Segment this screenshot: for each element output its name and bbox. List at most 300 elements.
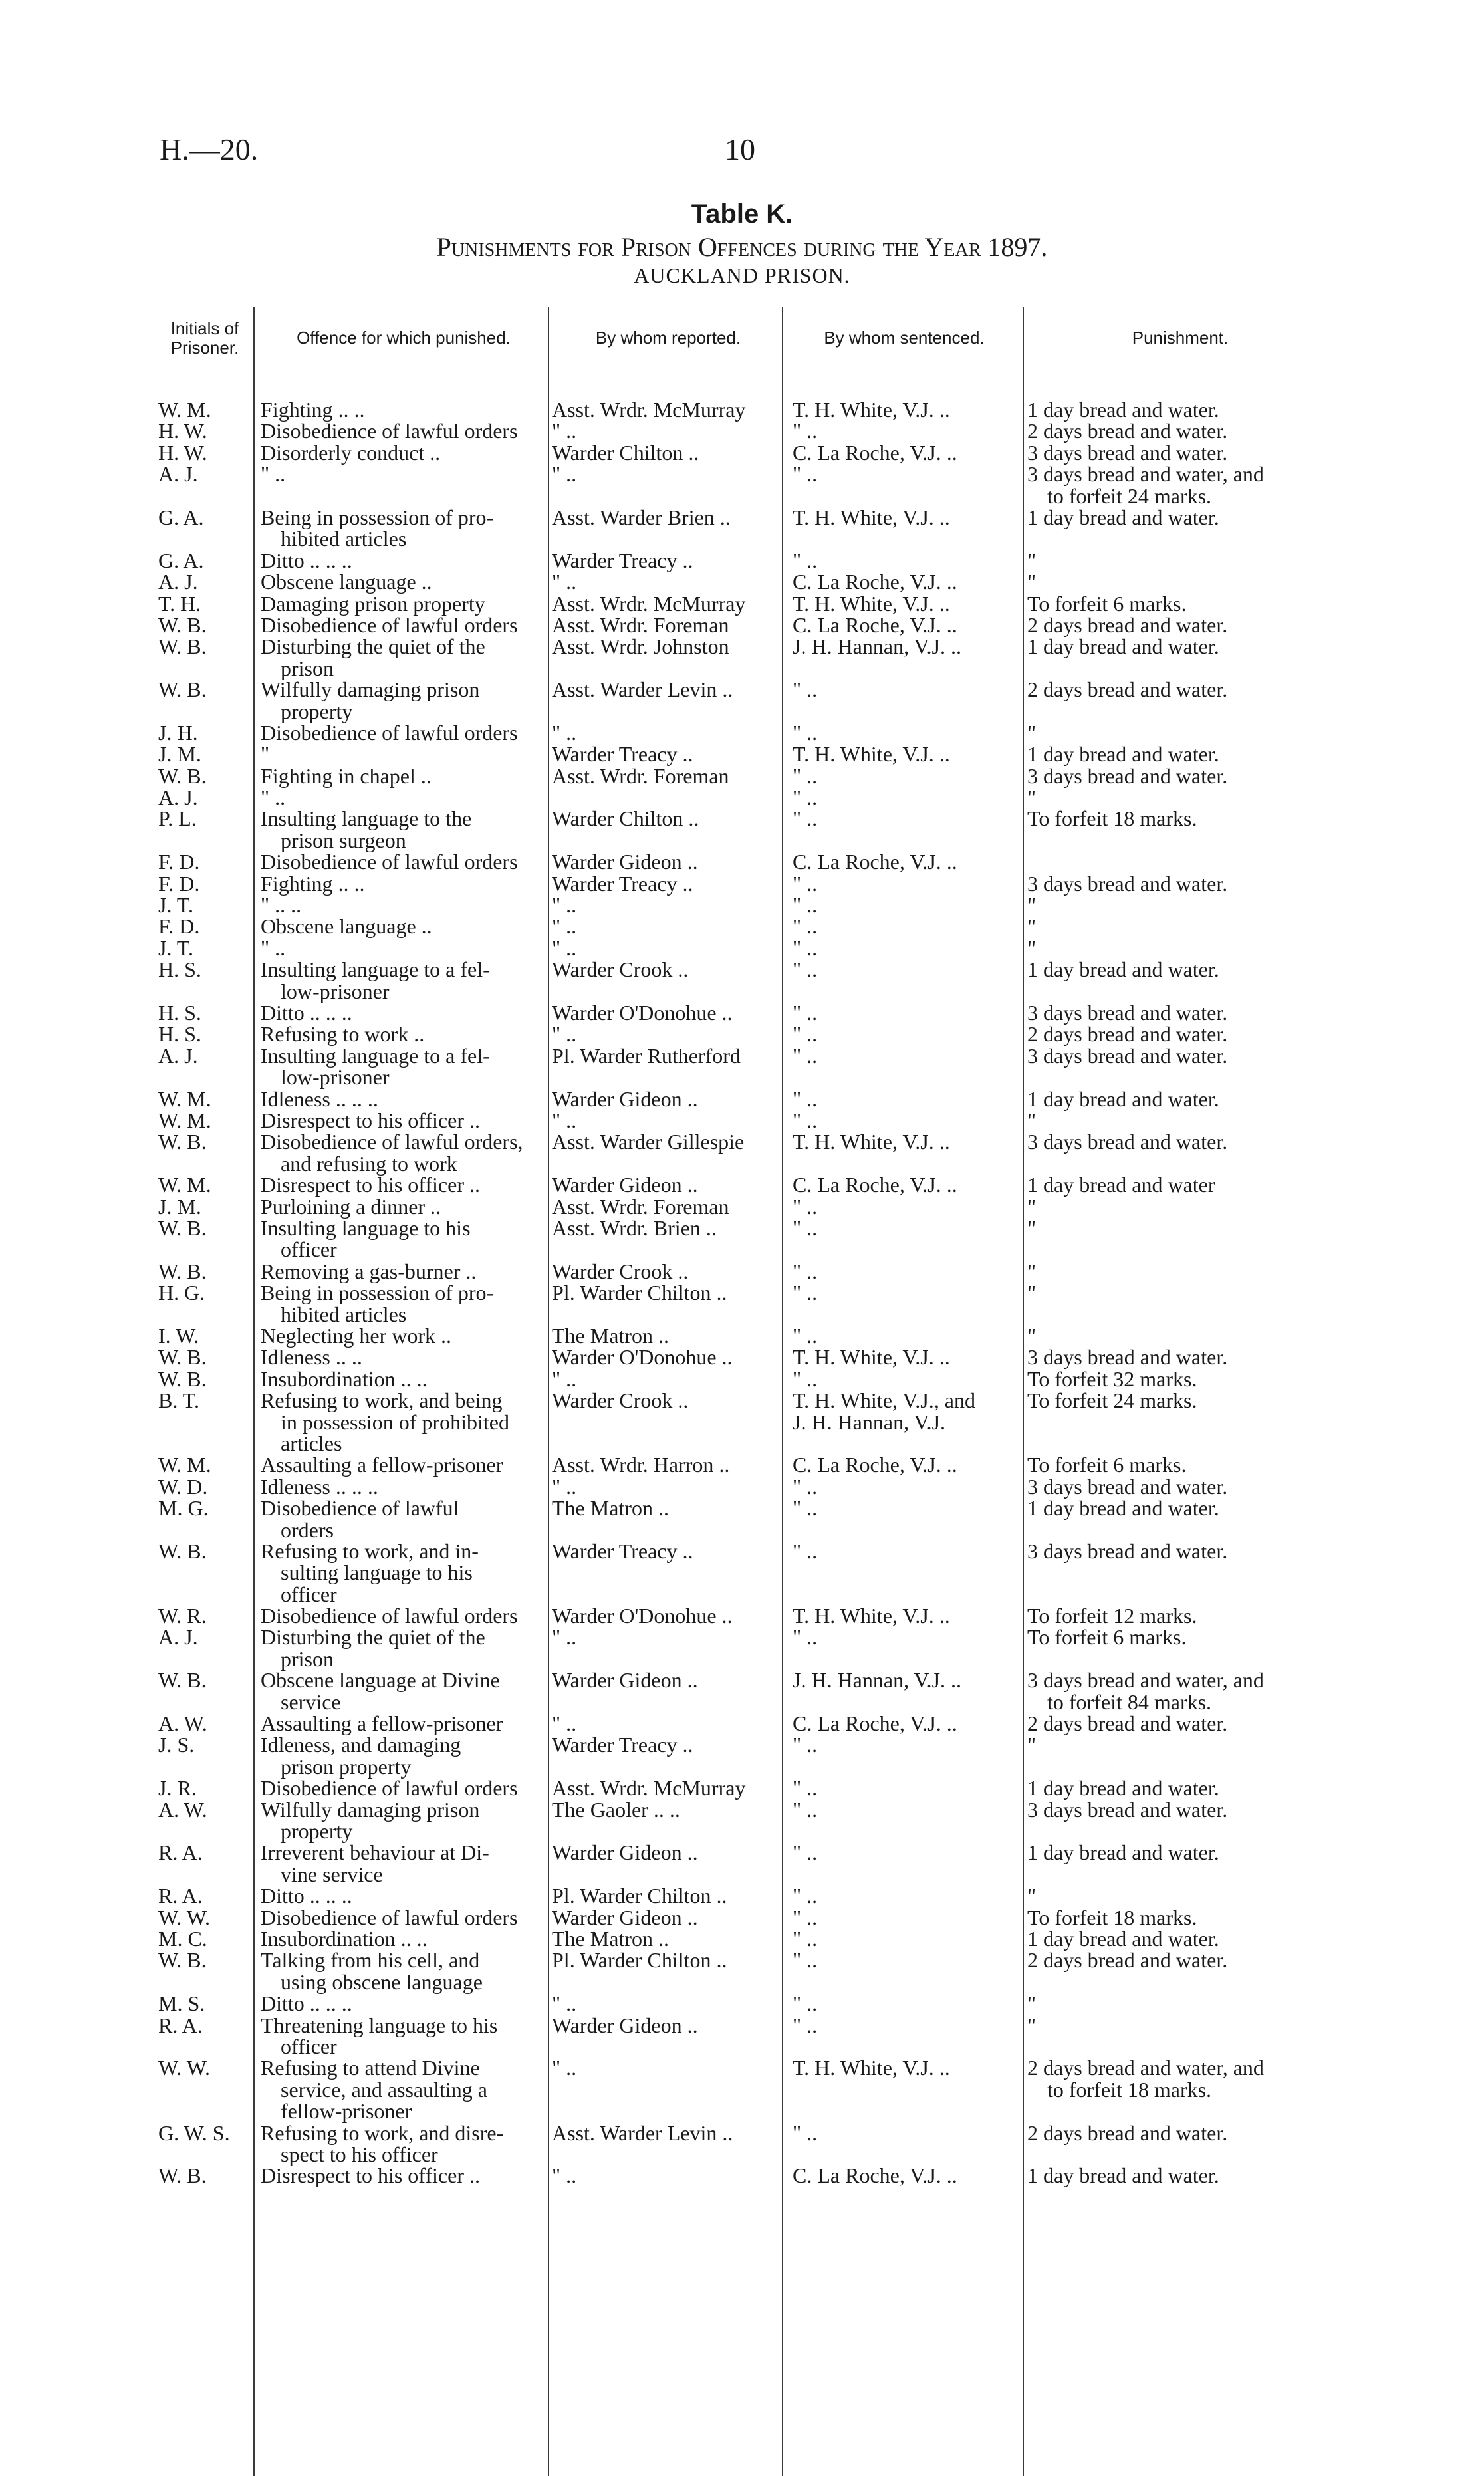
reported-by: Warder Crook .. [552, 1259, 689, 1283]
reported-by: " .. [552, 462, 577, 487]
punishment-cell [1027, 2015, 1333, 2036]
sentenced-by: " .. [793, 1927, 818, 1951]
prisoner-initials: F. D. [158, 871, 200, 896]
offence-cell [261, 1842, 545, 1885]
prisoner-initials: W. M. [158, 1108, 211, 1132]
offence-cell [261, 1261, 545, 1282]
table-row [0, 1045, 1484, 1088]
prisoner-initials: M. S. [158, 1991, 205, 2016]
punishment-cell [1027, 636, 1333, 657]
sentenced-by: " .. [793, 1884, 818, 1908]
sentenced-by: T. H. White, V.J., and J. H. Hannan, V.J. [793, 1388, 975, 1434]
table-row [0, 507, 1484, 550]
offence-text: Insulting language to the [261, 806, 472, 831]
table-subtitle: Punishments for Prison Offences during the Year 1897. [436, 232, 1048, 262]
punishment-text: 1 day bread and water. [1027, 398, 1219, 422]
offence-cell [261, 1325, 545, 1346]
offence-text: Being in possession of pro- [261, 1281, 494, 1305]
reported-by: Pl. Warder Rutherford [552, 1043, 741, 1068]
punishment-cell [1027, 1045, 1333, 1066]
prisoner-initials: W. B. [158, 763, 207, 788]
punishment-text: To forfeit 24 marks. [1027, 1388, 1197, 1413]
table-row [0, 550, 1484, 571]
table-row [0, 937, 1484, 959]
offence-text: " .. .. [261, 893, 302, 918]
punishment-cell [1027, 1196, 1333, 1217]
reported-by: " .. [552, 914, 577, 939]
offence-cell [261, 937, 545, 959]
reported-by: " .. [552, 893, 577, 918]
punishment-cell [1027, 1023, 1333, 1045]
punishment-text: " [1027, 548, 1037, 572]
offence-cell [261, 1476, 545, 1497]
offence-cell [261, 1799, 545, 1842]
offence-text: Fighting .. .. [261, 871, 365, 896]
punishment-text: " [1027, 720, 1037, 745]
offence-cell [261, 1949, 545, 1993]
column-header-initials: Initials of Prisoner. [170, 318, 239, 358]
offence-cell [261, 420, 545, 441]
sentenced-by: J. H. Hannan, V.J. .. [793, 634, 961, 659]
offence-text: Disrespect to his officer .. [261, 1108, 480, 1132]
reported-by: Asst. Warder Gillespie [552, 1130, 745, 1154]
punishment-text: " [1027, 1884, 1037, 1908]
document-code: H.—20. [160, 132, 259, 166]
offence-text: Disturbing the quiet of the [261, 1625, 485, 1650]
punishment-text: " [1027, 1215, 1037, 1240]
offence-text: Assaulting a fellow-prisoner [261, 1453, 503, 1477]
offence-cell [261, 722, 545, 743]
prisoner-initials: J. T. [158, 893, 194, 918]
punishment-text: 3 days bread and water. [1027, 763, 1228, 788]
prisoner-initials: H. W. [158, 440, 207, 465]
table-row [0, 1368, 1484, 1390]
column-header-punishment: Punishment. [1132, 328, 1229, 348]
punishment-cell [1027, 1885, 1333, 1906]
punishment-text: 1 day bread and water. [1027, 1927, 1219, 1951]
prisoner-initials: W. M. [158, 1086, 211, 1111]
sentenced-by: T. H. White, V.J. .. [793, 591, 950, 616]
punishment-text: 1 day bread and water. [1027, 1086, 1219, 1111]
reported-by: Warder Gideon .. [552, 1668, 698, 1693]
reported-by: " .. [552, 1022, 577, 1047]
offence-cell [261, 1928, 545, 1949]
punishment-cell [1027, 1368, 1333, 1390]
sentenced-by: C. La Roche, V.J. .. [793, 440, 957, 465]
punishment-cell [1027, 1390, 1333, 1411]
offence-text: " .. [261, 785, 286, 810]
sentenced-by: " .. [793, 1625, 818, 1650]
punishment-cell [1027, 1949, 1333, 1971]
punishment-cell [1027, 1002, 1333, 1023]
offence-text: Being in possession of pro- [261, 505, 494, 529]
punishment-cell [1027, 399, 1333, 420]
punishment-text: 1 day bread and water. [1027, 505, 1219, 529]
offence-cell [261, 1734, 545, 1777]
punishment-cell [1027, 1217, 1333, 1239]
sentenced-by: C. La Roche, V.J. .. [793, 850, 957, 874]
punishment-text: 1 day bread and water. [1027, 2164, 1219, 2188]
sentenced-by: T. H. White, V.J. .. [793, 398, 950, 422]
offence-cell [261, 765, 545, 787]
punishment-text: 1 day bread and water. [1027, 1840, 1219, 1865]
reported-by: Asst. Wrdr. McMurray [552, 398, 746, 422]
prisoner-initials: W. B. [158, 1539, 207, 1563]
punishment-cell [1027, 1993, 1333, 2014]
offence-cell [261, 808, 545, 851]
offence-text: Refusing to work, and in- [261, 1539, 479, 1563]
offence-cell [261, 1002, 545, 1023]
punishment-text: 1 day bread and water. [1027, 957, 1219, 982]
reported-by: " .. [552, 570, 577, 594]
offence-text: Obscene language at Divine [261, 1668, 500, 1693]
offence-text: service, and assaulting a [281, 2077, 487, 2102]
table-row [0, 2057, 1484, 2122]
offence-cell [261, 851, 545, 872]
punishment-cell [1027, 1282, 1333, 1303]
punishment-cell [1027, 1541, 1333, 1562]
reported-by: Warder O'Donohue .. [552, 1345, 733, 1370]
table-row [0, 1174, 1484, 1195]
punishment-text: " [1027, 1108, 1037, 1132]
reported-by: " .. [552, 1366, 577, 1391]
offence-text: Refusing to work, and being [261, 1388, 503, 1413]
punishment-text: To forfeit 18 marks. [1027, 1905, 1197, 1929]
sentenced-by: " .. [793, 1043, 818, 1068]
table-row [0, 1993, 1484, 2014]
offence-text: Threatening language to his [261, 2013, 498, 2037]
punishment-text: 3 days bread and water. [1027, 1130, 1228, 1154]
offence-text: Insubordination .. .. [261, 1366, 428, 1391]
sentenced-by: " .. [793, 763, 818, 788]
offence-text: prison [281, 1646, 334, 1671]
offence-cell [261, 1605, 545, 1626]
table-row [0, 916, 1484, 937]
punishment-text: To forfeit 6 marks. [1027, 591, 1187, 616]
prisoner-initials: M. C. [158, 1927, 207, 1951]
offence-text: Wilfully damaging prison [261, 678, 480, 702]
reported-by: Warder Chilton .. [552, 806, 699, 831]
prisoner-initials: W. B. [158, 1130, 207, 1154]
table-row [0, 1088, 1484, 1110]
sentenced-by: C. La Roche, V.J. .. [793, 2164, 957, 2188]
offence-cell [261, 399, 545, 420]
offence-text: Talking from his cell, and [261, 1948, 480, 1973]
table-row [0, 2122, 1484, 2166]
punishment-cell [1027, 614, 1333, 636]
punishment-cell [1027, 722, 1333, 743]
punishment-text: 3 days bread and water. [1027, 1001, 1228, 1025]
sentenced-by: " .. [793, 935, 818, 960]
sentenced-by: " .. [793, 2013, 818, 2037]
punishment-cell [1027, 1346, 1333, 1368]
punishment-cell [1027, 1261, 1333, 1282]
table-row [0, 1928, 1484, 1949]
sentenced-by: " .. [793, 871, 818, 896]
sentenced-by: " .. [793, 1539, 818, 1563]
offence-text: Purloining a dinner .. [261, 1194, 441, 1219]
punishment-text: 2 days bread and water. [1027, 678, 1228, 702]
reported-by: Warder Gideon .. [552, 850, 698, 874]
offence-cell [261, 1368, 545, 1390]
punishment-text: 3 days bread and water, and [1027, 462, 1264, 487]
sentenced-by: T. H. White, V.J. .. [793, 1130, 950, 1154]
prisoner-initials: R. A. [158, 2013, 203, 2037]
punishment-text: 3 days bread and water. [1027, 1043, 1228, 1068]
prisoner-initials: A. J. [158, 785, 198, 810]
offence-text: fellow-prisoner [281, 2099, 412, 2124]
prisoner-initials: A. J. [158, 462, 198, 487]
punishment-cell [1027, 1454, 1333, 1475]
sentenced-by: " .. [793, 1086, 818, 1111]
reported-by: Asst. Wrdr. Brien .. [552, 1215, 717, 1240]
prisoner-initials: H. W. [158, 419, 207, 443]
reported-by: " .. [552, 419, 577, 443]
prisoner-initials: W. B. [158, 2164, 207, 2188]
punishment-text: to forfeit 24 marks. [1047, 483, 1212, 508]
offence-cell [261, 894, 545, 916]
punishment-text: " [1027, 1991, 1037, 2016]
offence-text: Disturbing the quiet of the [261, 634, 485, 659]
punishment-text: To forfeit 18 marks. [1027, 806, 1197, 831]
punishment-cell [1027, 894, 1333, 916]
table-row [0, 1325, 1484, 1346]
column-header-reported: By whom reported. [595, 328, 741, 348]
reported-by: Warder Chilton .. [552, 440, 699, 465]
offence-text: vine service [281, 1862, 383, 1886]
table-row [0, 636, 1484, 679]
offence-cell [261, 1777, 545, 1798]
offence-cell [261, 1045, 545, 1088]
offence-cell [261, 916, 545, 937]
reported-by: " .. [552, 1625, 577, 1650]
offence-text: " [261, 742, 270, 767]
reported-by: Asst. Wrdr. Foreman [552, 612, 729, 637]
prisoner-initials: R. A. [158, 1840, 203, 1865]
reported-by: Warder O'Donohue .. [552, 1001, 733, 1025]
prisoner-initials: G. W. S. [158, 2120, 230, 2145]
offence-cell [261, 1993, 545, 2014]
punishment-text: To forfeit 12 marks. [1027, 1604, 1197, 1628]
prisoner-initials: H. S. [158, 957, 201, 982]
prisoner-initials: W. B. [158, 1215, 207, 1240]
punishment-text: " [1027, 1194, 1037, 1219]
prisoner-initials: W. B. [158, 1668, 207, 1693]
offence-cell [261, 1217, 545, 1261]
offence-text: Insulting language to his [261, 1215, 471, 1240]
reported-by: Pl. Warder Chilton .. [552, 1948, 727, 1973]
offence-text: Disobedience of lawful orders [261, 1905, 518, 1929]
prisoner-initials: W. B. [158, 1259, 207, 1283]
offence-text: property [281, 1819, 353, 1844]
table-row [0, 2165, 1484, 2186]
prisoner-initials: W. R. [158, 1604, 207, 1628]
sentenced-by: T. H. White, V.J. .. [793, 1345, 950, 1370]
offence-cell [261, 442, 545, 463]
table-row [0, 808, 1484, 851]
reported-by: Asst. Wrdr. Foreman [552, 763, 729, 788]
offence-text: Insulting language to a fel- [261, 1043, 490, 1068]
table-row [0, 1907, 1484, 1928]
prisoner-initials: J. M. [158, 742, 201, 767]
prisoner-initials: J. M. [158, 1194, 201, 1219]
offence-text: low-prisoner [281, 1065, 390, 1090]
table-row [0, 1670, 1484, 1713]
offence-text: officer [281, 2035, 337, 2058]
offence-text: Removing a gas-burner .. [261, 1259, 477, 1283]
punishment-text: 3 days bread and water. [1027, 1797, 1228, 1822]
reported-by: Asst. Wrdr. Johnston [552, 634, 729, 659]
reported-by: " .. [552, 935, 577, 960]
offence-cell [261, 571, 545, 592]
prisoner-initials: A. J. [158, 1625, 198, 1650]
sentenced-by: " .. [793, 1496, 818, 1521]
prisoner-initials: W. W. [158, 1905, 210, 1929]
punishment-text: 3 days bread and water. [1027, 440, 1228, 465]
offence-text: and refusing to work [281, 1151, 457, 1176]
sentenced-by: J. H. Hannan, V.J. .. [793, 1668, 961, 1693]
table-row [0, 959, 1484, 1002]
sentenced-by: " .. [793, 1776, 818, 1800]
offence-text: Damaging prison property [261, 591, 485, 616]
punishment-cell [1027, 2165, 1333, 2186]
table-row [0, 1217, 1484, 1261]
prisoner-initials: W. B. [158, 634, 207, 659]
offence-text: Obscene language .. [261, 570, 432, 594]
punishment-cell [1027, 873, 1333, 894]
reported-by: Pl. Warder Chilton .. [552, 1281, 727, 1305]
reported-by: Asst. Wrdr. Foreman [552, 1194, 729, 1219]
offence-cell [261, 2122, 545, 2166]
offence-text: Fighting .. .. [261, 398, 365, 422]
punishment-text: 3 days bread and water. [1027, 1539, 1228, 1563]
prisoner-initials: A. W. [158, 1711, 207, 1736]
prisoner-initials: G. A. [158, 548, 204, 572]
reported-by: Warder Gideon .. [552, 1905, 698, 1929]
prison-name: AUCKLAND PRISON. [634, 263, 850, 287]
offence-text: Idleness .. .. [261, 1345, 362, 1370]
offence-text: Idleness .. .. .. [261, 1474, 378, 1499]
prisoner-initials: J. R. [158, 1776, 197, 1800]
offence-cell [261, 1497, 545, 1541]
offence-cell [261, 2057, 545, 2122]
offence-text: property [281, 699, 353, 723]
punishment-cell [1027, 1476, 1333, 1497]
offence-text: hibited articles [281, 527, 407, 551]
table-row [0, 765, 1484, 787]
reported-by: Pl. Warder Chilton .. [552, 1884, 727, 1908]
table-row [0, 851, 1484, 872]
offence-cell [261, 1023, 545, 1045]
reported-by: " .. [552, 1711, 577, 1736]
punishment-text: 1 day bread and water. [1027, 1776, 1219, 1800]
punishment-text: 3 days bread and water. [1027, 1474, 1228, 1499]
offence-text: Ditto .. .. .. [261, 548, 352, 572]
punishment-cell [1027, 1605, 1333, 1626]
sentenced-by: " .. [793, 1323, 818, 1348]
punishment-text: 2 days bread and water. [1027, 1022, 1228, 1047]
sentenced-by: C. La Roche, V.J. .. [793, 570, 957, 594]
offence-text: Neglecting her work .. [261, 1323, 452, 1348]
prisoner-initials: A. W. [158, 1797, 207, 1822]
sentenced-by: " .. [793, 914, 818, 939]
offence-text: Fighting in chapel .. [261, 763, 432, 788]
punishment-cell [1027, 959, 1333, 980]
sentenced-by: " .. [793, 1474, 818, 1499]
punishment-cell [1027, 2057, 1333, 2100]
column-header-offence: Offence for which punished. [297, 328, 511, 348]
punishment-text: 2 days bread and water. [1027, 2120, 1228, 2145]
reported-by: Warder Crook .. [552, 957, 689, 982]
offence-cell [261, 1541, 545, 1605]
table-row [0, 894, 1484, 916]
offence-cell [261, 1346, 545, 1368]
punishment-text: " [1027, 785, 1037, 810]
offence-text: sulting language to his [281, 1560, 473, 1585]
punishment-cell [1027, 507, 1333, 528]
table-row [0, 1713, 1484, 1734]
sentenced-by: " .. [793, 1905, 818, 1929]
punishment-text: 1 day bread and water. [1027, 742, 1219, 767]
punishment-text: 2 days bread and water. [1027, 612, 1228, 637]
offence-text: Irreverent behaviour at Di- [261, 1840, 489, 1865]
table-row [0, 1949, 1484, 1993]
prisoner-initials: H. S. [158, 1022, 201, 1047]
prisoner-initials: F. D. [158, 850, 200, 874]
table-row [0, 1476, 1484, 1497]
sentenced-by: " .. [793, 1948, 818, 1973]
reported-by: The Gaoler .. .. [552, 1797, 680, 1822]
sentenced-by: T. H. White, V.J. .. [793, 1604, 950, 1628]
prisoner-initials: G. A. [158, 505, 204, 529]
reported-by: Asst. Wrdr. Harron .. [552, 1453, 730, 1477]
offence-cell [261, 1131, 545, 1174]
sentenced-by: " .. [793, 419, 818, 443]
offence-cell [261, 593, 545, 614]
table-row [0, 1261, 1484, 1282]
sentenced-by: " .. [793, 893, 818, 918]
offence-text: Refusing to work .. [261, 1022, 425, 1047]
sentenced-by: " .. [793, 2120, 818, 2145]
offence-text: " .. [261, 935, 286, 960]
sentenced-by: T. H. White, V.J. .. [793, 742, 950, 767]
punishment-cell [1027, 1131, 1333, 1152]
table-row [0, 1346, 1484, 1368]
prisoner-initials: A. J. [158, 570, 198, 594]
table-row [0, 679, 1484, 722]
prisoner-initials: W. D. [158, 1474, 208, 1499]
punishments-table-body [0, 399, 1484, 2187]
offence-text: Disobedience of lawful orders [261, 612, 518, 637]
table-row [0, 1131, 1484, 1174]
prisoner-initials: P. L. [158, 806, 197, 831]
offence-text: Ditto .. .. .. [261, 1991, 352, 2016]
offence-cell [261, 1110, 545, 1131]
punishment-text: 3 days bread and water, and [1027, 1668, 1264, 1693]
punishment-cell [1027, 1670, 1333, 1713]
sentenced-by: " .. [793, 1281, 818, 1305]
prisoner-initials: I. W. [158, 1323, 199, 1348]
punishment-text: 3 days bread and water. [1027, 1345, 1228, 1370]
prisoner-initials: J. T. [158, 935, 194, 960]
prisoner-initials: W. B. [158, 678, 207, 702]
prisoner-initials: W. M. [158, 1453, 211, 1477]
punishment-cell [1027, 420, 1333, 441]
table-row [0, 442, 1484, 463]
prisoner-initials: W. B. [158, 612, 207, 637]
punishment-text: 1 day bread and water. [1027, 1496, 1219, 1521]
offence-text: Refusing to attend Divine [261, 2056, 480, 2080]
